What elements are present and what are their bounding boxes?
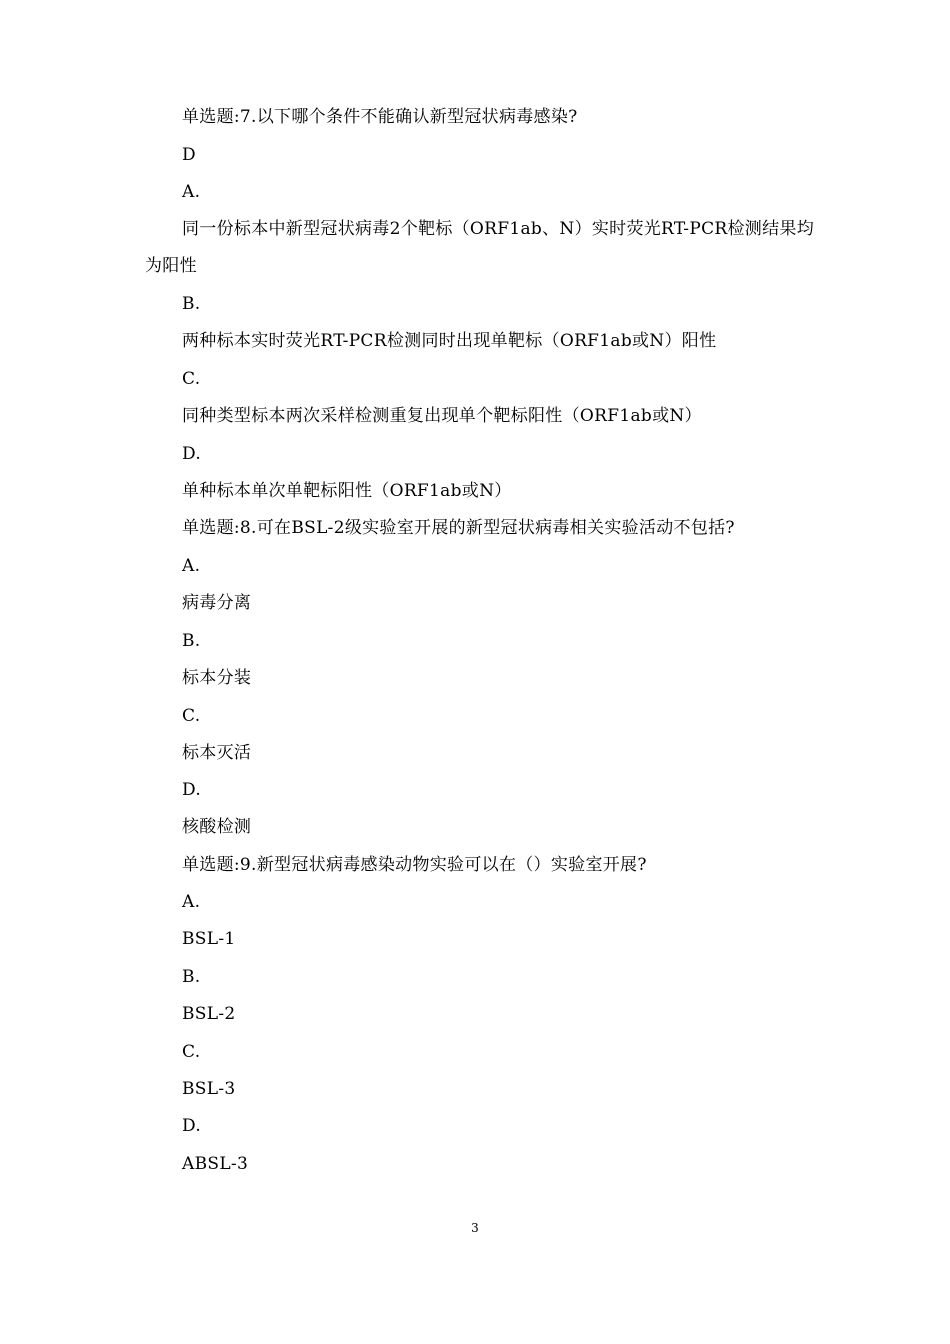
question-9-stem: 单选题:9.新型冠状病毒感染动物实验可以在（）实验室开展? [182, 855, 647, 875]
question-7-option-b-text: 两种标本实时荧光RT-PCR检测同时出现单靶标（ORF1ab或N）阳性 [182, 331, 717, 351]
question-7-stem: 单选题:7.以下哪个条件不能确认新型冠状病毒感染? [182, 107, 578, 127]
question-9-option-d-label: D. [182, 1116, 202, 1136]
question-8-stem: 单选题:8.可在BSL-2级实验室开展的新型冠状病毒相关实验活动不包括? [182, 518, 735, 538]
question-9-option-a-label: A. [182, 892, 201, 912]
question-7-option-d-text: 单种标本单次单靶标阳性（ORF1ab或N） [182, 481, 512, 501]
question-7-option-d-label: D. [182, 444, 202, 464]
question-8-option-d-label: D. [182, 780, 202, 800]
question-8-option-c-text: 标本灭活 [182, 743, 252, 763]
question-8-option-b-label: B. [182, 631, 201, 651]
question-7-option-a-text: 同一份标本中新型冠状病毒2个靶标（ORF1ab、N）实时荧光RT-PCR检测结果均为阳性 [145, 219, 814, 276]
page-number: 3 [471, 1221, 479, 1235]
question-8-option-d-text: 核酸检测 [182, 817, 252, 837]
question-7-option-c-label: C. [182, 369, 201, 389]
question-9-option-c-label: C. [182, 1042, 201, 1062]
question-7-option-c-text: 同种类型标本两次采样检测重复出现单个靶标阳性（ORF1ab或N） [182, 406, 702, 426]
question-7-answer: D [182, 145, 196, 165]
question-7-option-a-label: A. [182, 182, 201, 202]
question-9-option-c-text: BSL-3 [182, 1079, 236, 1099]
question-9-option-b-text: BSL-2 [182, 1004, 236, 1024]
question-9-option-b-label: B. [182, 967, 201, 987]
question-9-option-a-text: BSL-1 [182, 929, 236, 949]
question-7-option-b-label: B. [182, 294, 201, 314]
question-8-option-a-text: 病毒分离 [182, 593, 252, 613]
question-8-option-a-label: A. [182, 556, 201, 576]
question-8-option-b-text: 标本分装 [182, 668, 252, 688]
question-8-option-c-label: C. [182, 706, 201, 726]
question-9-option-d-text: ABSL-3 [182, 1154, 249, 1174]
